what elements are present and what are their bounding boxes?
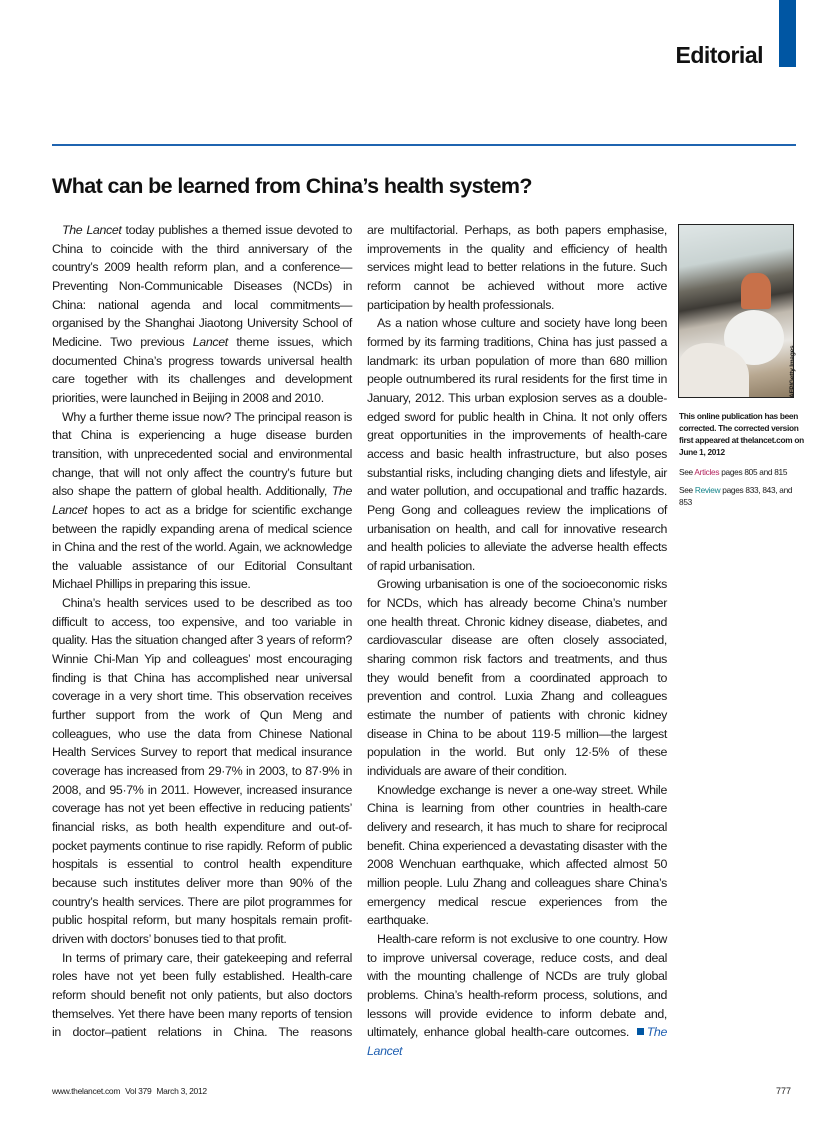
article-title: What can be learned from China’s health system? <box>52 174 532 198</box>
header-rule <box>52 144 796 146</box>
paragraph <box>52 594 352 948</box>
signature: The Lancet <box>367 1025 667 1058</box>
text: Knowledge exchange is never a one-way street. While China is learning from other countries in health-care delivery and research, it has much to share for reciprocal benefit. China experienced a devastating disaster with the 2008 Wenchuan earthquake, which affected almost 50 million people. Lulu Zhang and colleagues share China’s emergency medical rescue experiences from the earthquake. <box>367 782 667 928</box>
page-number: 777 <box>775 1086 791 1096</box>
paragraph <box>367 930 667 1061</box>
paragraph <box>367 221 667 314</box>
text: Why a further theme issue now? The principal reason is that China is experiencing a huge disease burden transition, with unprecedented social and environmental change, that will not only affect the country’s future but also shape the pattern of global health. Additionally, <box>52 409 352 499</box>
italic-text: The Lancet <box>62 223 122 237</box>
correction-note: This online publication has been corrected. The corrected version first appeared at thelancet.com on June 1, 2012 <box>679 411 804 457</box>
section-accent-bar <box>779 0 796 67</box>
review-link[interactable]: Review <box>694 485 721 495</box>
footer-volume: Vol 379 <box>125 1086 152 1096</box>
paragraph <box>367 781 667 930</box>
text: As a nation whose culture and society have long been formed by its farming traditions, China has just passed a landmark: its urban population of more than 680 million people outnumbered its rural residents for the first time in January, 2012. This urban explosion serves as a double-edged sword for public health in China. It not only offers great opportunities in the improvements of health-care access and basic health infrastructure, but also poses substantial risks, including changing diets and lifestyle, air and water pollution, and occupational and traffic hazards. Peng Gong and colleagues review the implications of urbanisation on health, and call for innovative research and health policies to alleviate the adverse health effects of rapid urbanisation. <box>367 316 667 573</box>
section-label: Editorial <box>675 42 763 68</box>
paragraph <box>367 575 667 780</box>
text: Growing urbanisation is one of the socioeconomic risks for NCDs, which has already become China’s number one health threat. Chronic kidney disease, diabetes, and cardiovascular disease are often closely associated, sharing common risk factors and treatments, and thus they would benefit from a coordinated approach to prevention and control. Luxia Zhang and colleagues estimate the number of patients with chronic kidney disease in China to be about 119·5 million—the largest population in the world. But only 12·5% of these individuals are aware of their condition. <box>367 577 667 779</box>
article-photo <box>678 224 794 398</box>
see-prefix: See <box>679 485 695 495</box>
see-prefix: See <box>679 467 695 477</box>
footer-date: March 3, 2012 <box>156 1086 207 1096</box>
end-mark-icon <box>637 1028 644 1035</box>
italic-text: The Lancet <box>52 484 352 517</box>
paragraph <box>52 221 352 408</box>
footer <box>52 1086 212 1096</box>
see-pages: pages 833, 843, and 853 <box>679 485 793 507</box>
footer-site[interactable]: www.thelancet.com <box>52 1086 121 1096</box>
article-column-2 <box>367 221 667 1061</box>
text: hopes to act as a bridge for scientific exchange between the rapidly expanding arena of medical science in China and the rest of the world. Again, we acknowledge the valuable assistance of our Editorial Consultant Michael Phillips in preparing this issue. <box>52 502 352 592</box>
text: are multifactorial. Perhaps, as both papers emphasise, improvements in the quality and efficiency of health services might lead to better relations in the future. Such reform cannot be achieved without more active participation by health professionals. <box>367 223 667 312</box>
paragraph <box>52 408 352 595</box>
text: Health-care reform is not exclusive to one country. How to improve universal coverage, reduce costs, and deal with the mounting challenge of NCDs are truly global problems. China’s health-reform process, solutions, and lessons will provide evidence to inform debate and, ultimately, enhance global health-care outcomes. <box>367 931 667 1040</box>
text: In terms of primary care, their gatekeeping and referral roles have not yet been fully established. Health-care reform should benefit not only patients, but also doctors themselves. Yet there have been many reports of tension in doctor–patient relations in China. The reasons <box>52 950 352 1040</box>
text: theme issues, which documented China’s progress towards universal health care together with its challenges and development priorities, were launched in Beijing in 2008 and 2010. <box>52 334 352 405</box>
italic-text: Lancet <box>192 334 228 349</box>
articles-link[interactable]: Articles <box>694 467 720 477</box>
see-articles-ref <box>679 466 804 478</box>
see-review-ref <box>679 484 804 508</box>
text: China’s health services used to be described as too difficult to access, too expensive, and too variable in quality. Has the situation changed after 3 years of reform? Winnie Chi-Man Yip and colleagues’ most encouraging finding is that China has accomplished near universal coverage in a very short time. This observation receives further support from the work of Qun Meng and colleagues, who use the data from Chinese National Health Services Survey to report that medical insurance coverage has increased from 29·7% in 2003, to 87·9% in 2008, and 95·7% in 2011. However, increased insurance coverage has not yet been effective in reducing patients’ financial risks, as both health expenditure and out-of-pocket payments continue to rise rapidly. Reform of public hospitals is essential to control health expenditure because such institutes deliver more than 90% of the country’s health services. There are pilot programmes for public hospital reform, but many hospitals remain profit-driven with doctors’ bonuses tied to that profit. <box>52 596 352 946</box>
paragraph <box>52 949 352 1042</box>
text: today publishes a themed issue devoted to China to coincide with the third anniversary of the country’s 2009 health reform plan, and a conference—Preventing Non-Communicable Diseases (NCDs) in China: national agenda and local commitments—organised by the Shanghai Jiaotong University School of Medicine. Two previous <box>52 223 352 349</box>
article-column-1 <box>52 221 352 1042</box>
see-pages: pages 805 and 815 <box>719 467 788 477</box>
paragraph <box>367 314 667 575</box>
photo-credit: AFP/Getty Images <box>789 345 796 398</box>
